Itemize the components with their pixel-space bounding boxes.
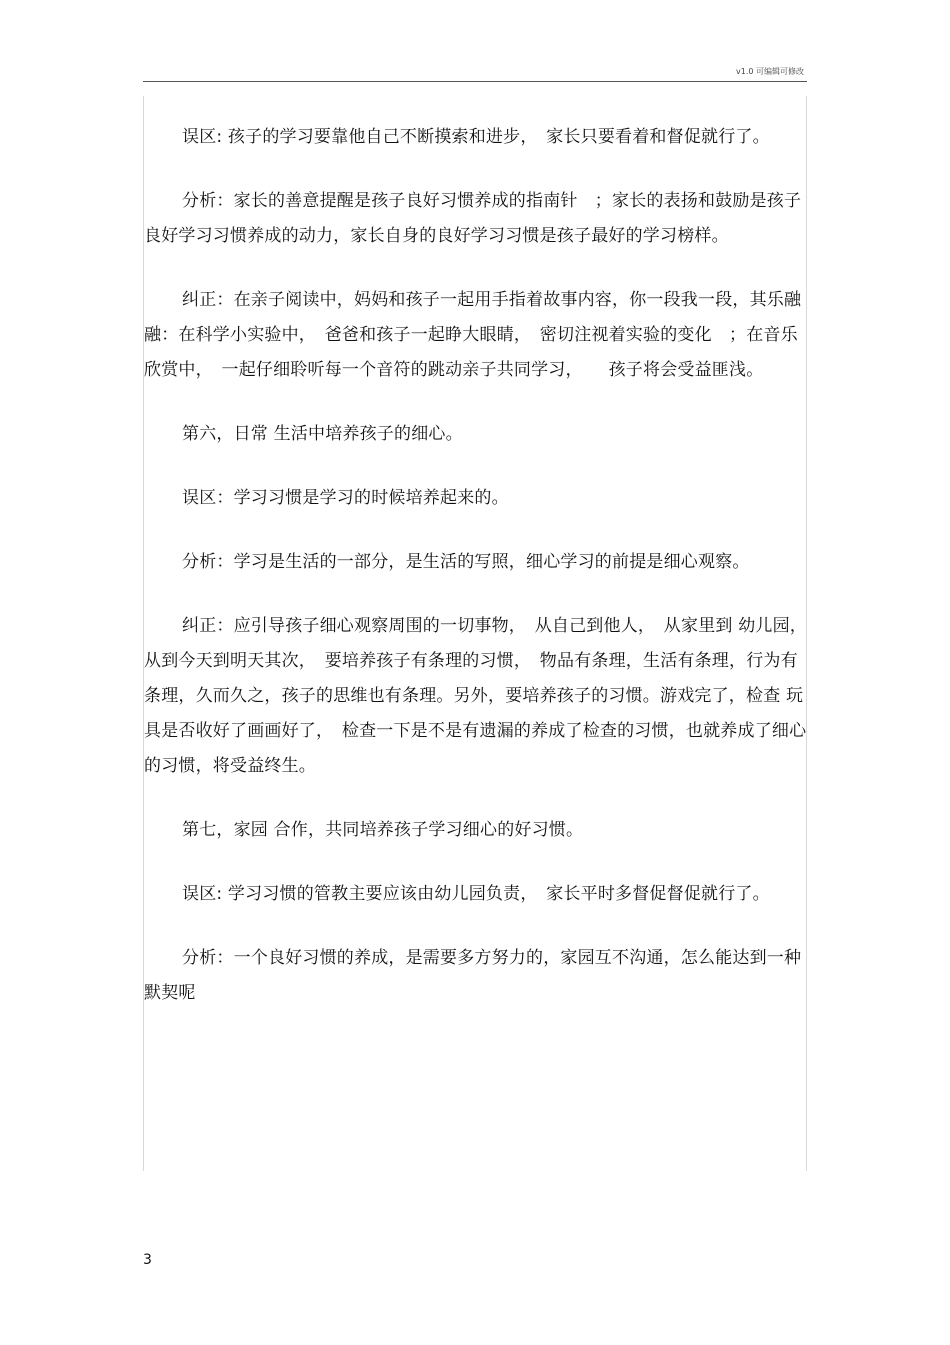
paragraph-analysis-5: 分析：家长的善意提醒是孩子良好习惯养成的指南针 ；家长的表扬和鼓励是孩子良好学习习惯养成的动力，家长自身的良好学习习惯是孩子最好的学习榜样。 [144,191,802,246]
section-heading-6: 第六，日常 生活中培养孩子的细心。 [182,424,463,444]
paragraph-analysis-6: 分析：学习是生活的一部分，是生活的写照，细心学习的前提是细心观察。 [182,552,750,572]
document-body [144,120,808,1040]
header-divider [143,81,807,82]
paragraph-misconception-5: 误区: 孩子的学习要靠他自己不断摸索和进步， 家长只要看着和督促就行了。 [182,127,770,147]
paragraph-analysis-7: 分析：一个良好习惯的养成，是需要多方努力的，家园互不沟通，怎么能达到一种默契呢 [144,948,802,1003]
paragraph-correction-5: 纠正：在亲子阅读中，妈妈和孩子一起用手指着故事内容，你一段我一段，其乐融融：在科学小实验中， 爸爸和孩子一起睁大眼睛， 密切注视着实验的变化 ；在音乐欣赏中， 一起仔细聆听每一个音符的跳动亲子共同学习， 孩子将会受益匪浅。 [144,290,802,380]
paragraph-correction-6: 纠正：应引导孩子细心观察周围的一切事物， 从自己到他人， 从家里到 幼儿园，从到今天到明天其次， 要培养孩子有条理的习惯， 物品有条理，生活有条理，行为有条理，久而久之，孩子的思维也有条理。另外，要培养孩子的习惯。游戏完了，检查 玩具是否收好了画画好了， 检查一下是不是有遗漏的养成了检查的习惯，也就养成了细心的习惯，将受益终生。 [144,616,808,776]
paragraph-misconception-7: 误区: 学习习惯的管教主要应该由幼儿园负责， 家长平时多督促督促就行了。 [182,884,770,904]
section-heading-7: 第七，家园 合作，共同培养孩子学习细心的好习惯。 [182,820,584,840]
page-number: 3 [143,1252,152,1268]
header-version-label: v1.0 可编辑可修改 [736,67,804,76]
paragraph-misconception-6: 误区：学习习惯是学习的时候培养起来的。 [182,488,509,508]
